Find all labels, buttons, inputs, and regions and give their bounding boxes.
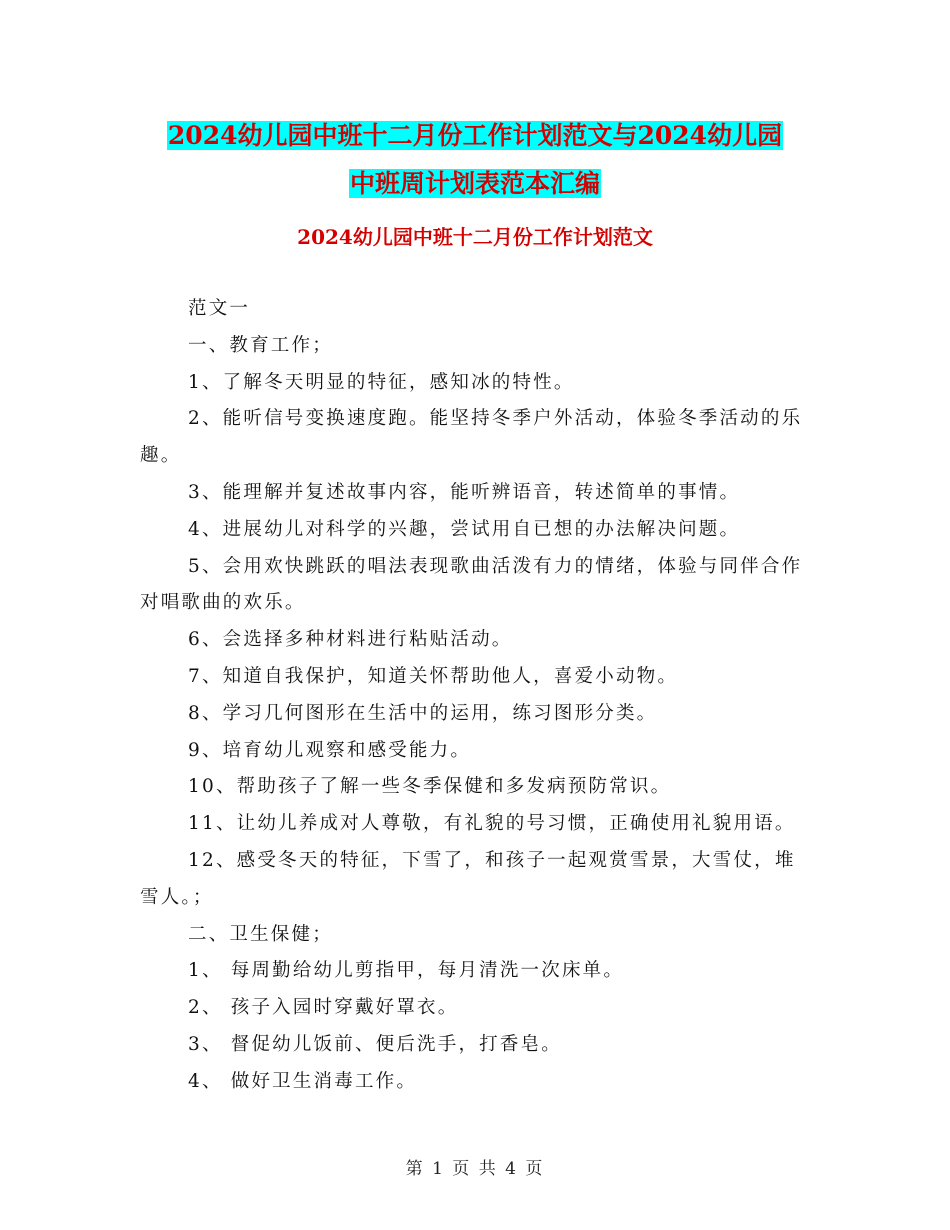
paragraph: 一、教育工作； (188, 334, 333, 356)
document-title (0, 112, 950, 208)
paragraph: 12、感受冬天的特征，下雪了，和孩子一起观赏雪景，大雪仗，堆雪人。； (140, 849, 796, 908)
document-body (140, 291, 812, 1101)
paragraph: 2、 孩子入园时穿戴好罩衣。 (188, 997, 459, 1019)
paragraph: 3、能理解并复述故事内容，能听辨语音，转述简单的事情。 (188, 481, 741, 503)
paragraph: 5、会用欢快跳跃的唱法表现歌曲活泼有力的情绪，体验与同伴合作对唱歌曲的欢乐。 (140, 555, 803, 614)
paragraph: 2、能听信号变换速度跑。能坚持冬季户外活动，体验冬季活动的乐趣。 (140, 408, 803, 467)
paragraph: 9、培育幼儿观察和感受能力。 (188, 739, 472, 761)
paragraph: 11、让幼儿养成对人尊敬，有礼貌的号习惯，正确使用礼貌用语。 (188, 813, 796, 835)
paragraph: 1、 每周勤给幼儿剪指甲，每月清洗一次床单。 (188, 960, 625, 982)
paragraph: 7、知道自我保护，知道关怀帮助他人，喜爱小动物。 (188, 665, 679, 687)
page-footer: 第 1 页 共 4 页 (405, 1159, 545, 1179)
paragraph: 4、进展幼儿对科学的兴趣，尝试用自已想的办法解决问题。 (188, 518, 741, 540)
paragraph: 6、会选择多种材料进行粘贴活动。 (188, 629, 513, 651)
paragraph: 二、卫生保健； (188, 923, 333, 945)
paragraph: 4、 做好卫生消毒工作。 (188, 1070, 418, 1092)
paragraph: 10、帮助孩子了解一些冬季保健和多发病预防常识。 (188, 776, 672, 798)
section-title: 2024幼儿园中班十二月份工作计划范文 (297, 225, 653, 249)
title-line-2: 中班周计划表范本汇编 (349, 169, 600, 198)
paragraph: 8、学习几何图形在生活中的运用，练习图形分类。 (188, 702, 658, 724)
paragraph: 3、 督促幼儿饭前、便后洗手，打香皂。 (188, 1033, 562, 1055)
paragraph: 范文一 (188, 298, 251, 319)
title-line-1: 2024幼儿园中班十二月份工作计划范文与2024幼儿园 (167, 121, 783, 150)
paragraph: 1、了解冬天明显的特征，感知冰的特性。 (188, 371, 575, 393)
